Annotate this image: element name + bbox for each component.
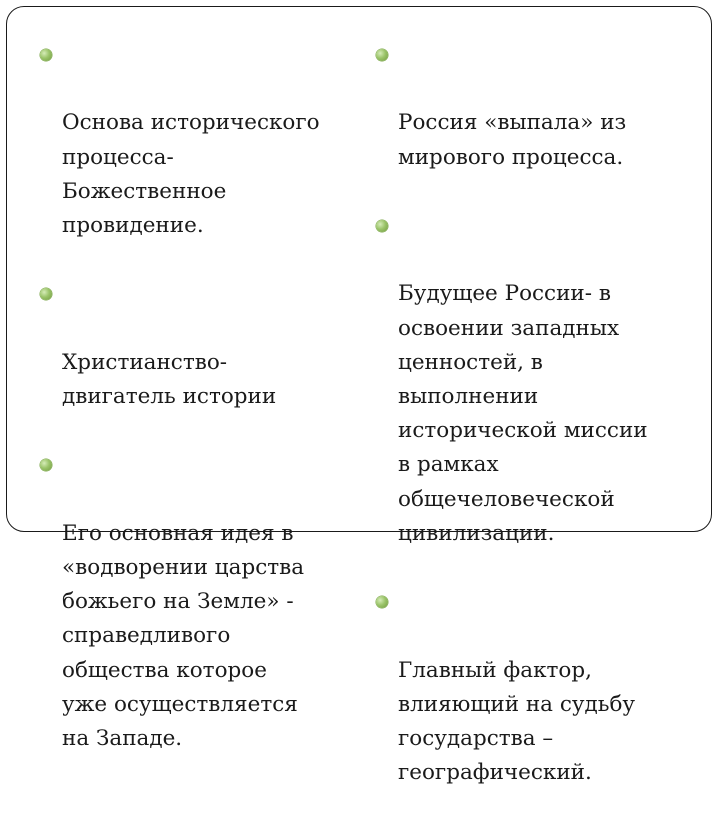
list-item [376,209,696,585]
bullet-icon [40,459,52,471]
list-item [376,585,696,824]
list-item-text: Основа исторического процесса- Божественное провидение. [62,110,320,239]
list-item [40,277,340,448]
left-bullet-list [40,38,340,790]
list-item-text: Будущее России- в освоении западных ценностей, в выполнении исторической миссии в рамках общечеловеческой цивилизации. [398,281,648,546]
bullet-icon [376,220,388,232]
list-item-text: Его основная идея в «водворении царства божьего на Земле» - справедливого общества которое уже осуществляется на Западе. [62,520,305,752]
list-item [40,448,340,790]
bullet-icon [376,49,388,61]
list-item [40,38,340,277]
bullet-icon [40,288,52,300]
list-item-text: Христианство- двигатель истории [62,349,277,410]
list-item-text: Россия «выпала» из мирового процесса. [398,110,627,170]
list-item [376,38,696,209]
bullet-icon [40,49,52,61]
right-bullet-list [376,38,696,825]
bullet-icon [376,596,388,608]
list-item-text: Главный фактор, влияющий на судьбу государства – географический. [398,657,636,786]
